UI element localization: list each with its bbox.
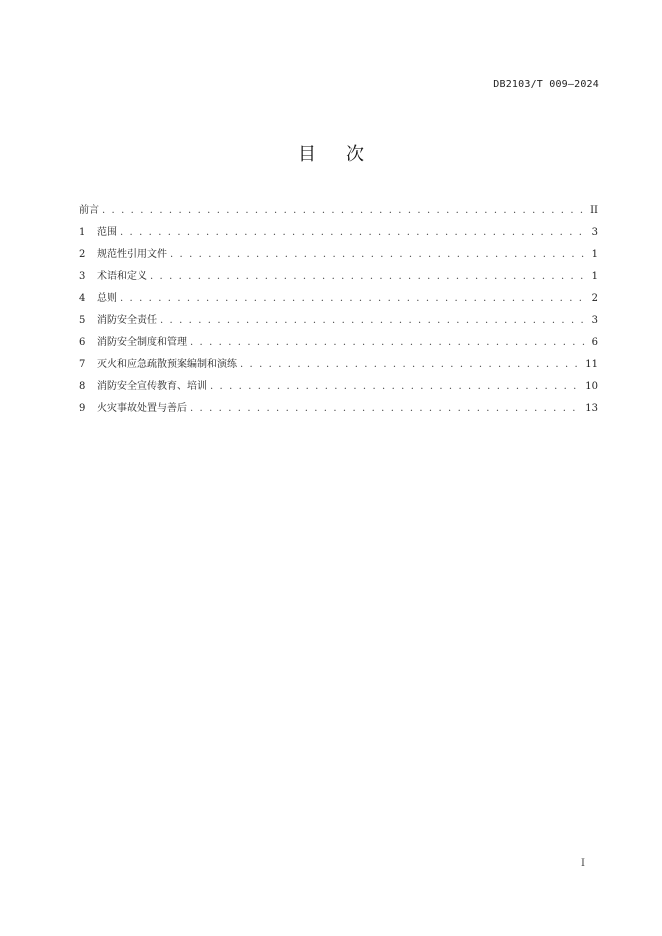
toc-page: 10	[585, 381, 598, 392]
toc-number: 5	[79, 315, 86, 326]
toc-label: 火灾事故处置与善后	[97, 403, 187, 414]
toc-number: 9	[79, 403, 86, 414]
toc-entry-8[interactable]	[79, 376, 598, 398]
toc-page: 1	[591, 249, 598, 260]
toc-page: 1	[591, 271, 598, 282]
toc-label: 范围	[97, 227, 117, 238]
toc-page: 6	[591, 337, 598, 348]
toc-number: 6	[79, 337, 86, 348]
toc-entry-4[interactable]	[79, 288, 598, 310]
toc-page: 3	[591, 315, 598, 326]
toc-label: 规范性引用文件	[97, 249, 167, 260]
toc-leader	[102, 200, 587, 222]
toc-number: 8	[79, 381, 86, 392]
toc-label: 灭火和应急疏散预案编制和演练	[97, 359, 237, 370]
toc-label: 前言	[79, 205, 99, 216]
toc-leader	[210, 376, 582, 398]
toc-leader	[190, 398, 582, 420]
toc-entry-3[interactable]	[79, 266, 598, 288]
toc-entry-6[interactable]	[79, 332, 598, 354]
toc-leader	[120, 222, 589, 244]
toc-label: 消防安全责任	[97, 315, 157, 326]
toc-number: 2	[79, 249, 86, 260]
toc-page: 3	[591, 227, 598, 238]
toc-label: 消防安全制度和管理	[97, 337, 187, 348]
toc-page: II	[590, 205, 598, 216]
toc-leader	[160, 310, 589, 332]
footer-page-number: I	[581, 858, 585, 869]
toc-leader	[120, 288, 589, 310]
toc-label: 消防安全宣传教育、培训	[97, 381, 207, 392]
page-title: 目次	[298, 144, 394, 165]
document-code: DB2103/T 009—2024	[493, 79, 599, 90]
table-of-contents	[79, 200, 598, 420]
toc-entry-foreword[interactable]	[79, 200, 598, 222]
toc-label: 术语和定义	[97, 271, 147, 282]
toc-entry-9[interactable]	[79, 398, 598, 420]
toc-leader	[240, 354, 582, 376]
toc-leader	[150, 266, 589, 288]
toc-number: 3	[79, 271, 86, 282]
toc-entry-2[interactable]	[79, 244, 598, 266]
toc-page: 11	[585, 359, 598, 370]
toc-number: 7	[79, 359, 86, 370]
toc-page: 2	[591, 293, 598, 304]
toc-leader	[170, 244, 589, 266]
toc-label: 总则	[97, 293, 117, 304]
toc-entry-5[interactable]	[79, 310, 598, 332]
toc-page: 13	[585, 403, 598, 414]
toc-entry-1[interactable]	[79, 222, 598, 244]
toc-number: 1	[79, 227, 86, 238]
toc-number: 4	[79, 293, 86, 304]
toc-entry-7[interactable]	[79, 354, 598, 376]
toc-leader	[190, 332, 589, 354]
